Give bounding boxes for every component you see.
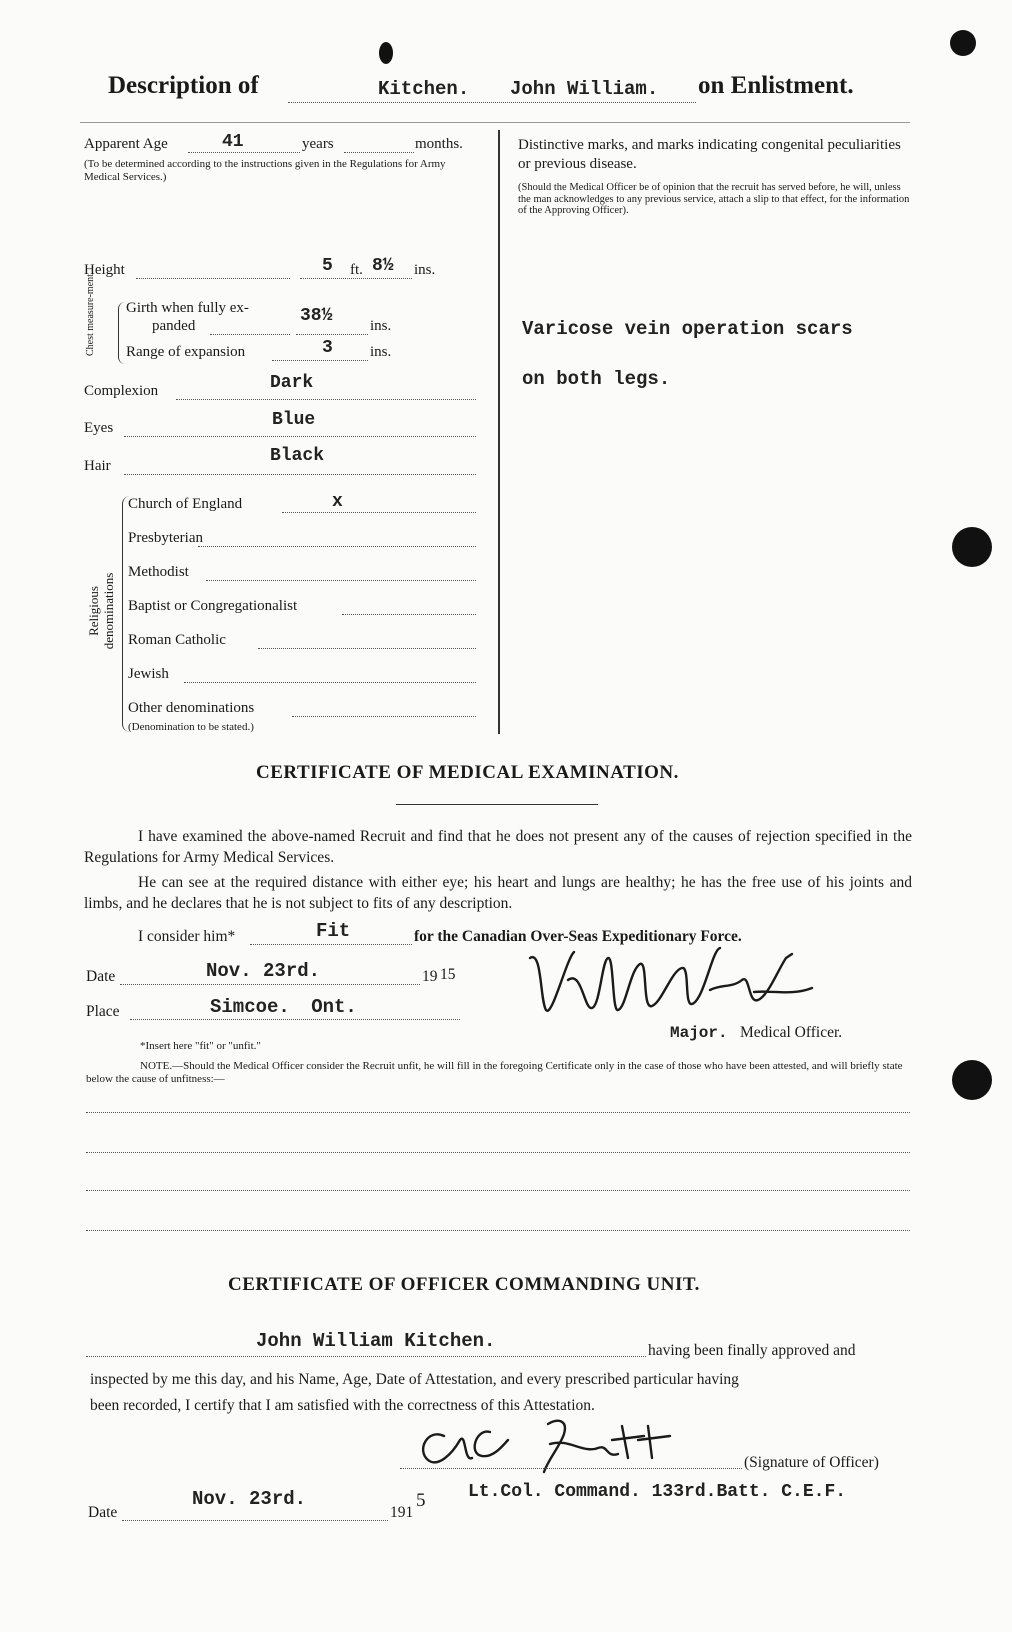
given-names: John William.	[510, 78, 659, 100]
girth-label-1: Girth when fully ex-	[126, 300, 249, 316]
age-line	[188, 152, 300, 153]
punch-hole	[952, 527, 992, 567]
recruit-name: John William Kitchen.	[256, 1330, 496, 1352]
marks-note	[518, 182, 910, 217]
months-line	[344, 152, 414, 153]
chest-brace	[118, 302, 125, 364]
unfit-line-4	[86, 1230, 910, 1231]
fitness-value: Fit	[316, 920, 351, 942]
denomination-item: Roman Catholic	[128, 632, 226, 648]
marks-note-text: (Should the Medical Officer be of opinion that the recruit has served before, he will, unless the man acknowledges to any previous service, attach a slip to that effect, for the information of the Approving Officer).	[518, 182, 910, 216]
place-line	[130, 1019, 460, 1020]
commanding-rank: Lt.Col. Command. 133rd.Batt. C.E.F.	[468, 1482, 847, 1502]
commanding-date-value: Nov. 23rd.	[192, 1488, 307, 1510]
unfit-note	[86, 1060, 912, 1086]
hair-value: Black	[270, 446, 325, 466]
header-suffix: on Enlistment.	[698, 72, 854, 99]
medical-para-1-text: I have examined the above-named Recruit and find that he does not present any of the causes of rejection specified in the Regulations for Army Medical Services.	[84, 828, 912, 866]
commanding-line-2: inspected by me this day, and his Name, Age, Date of Attestation, and every prescribed particular having	[90, 1371, 739, 1388]
complexion-line	[176, 399, 476, 400]
punch-hole	[952, 1060, 992, 1100]
marks-title	[518, 136, 910, 174]
marks-line-2: on both legs.	[522, 368, 671, 390]
medical-para-1	[84, 826, 912, 868]
unfit-line-3	[86, 1190, 910, 1191]
header	[108, 72, 259, 100]
complexion-label: Complexion	[84, 383, 159, 399]
religious-label	[86, 556, 116, 666]
hair-line	[124, 474, 476, 475]
medical-para-2	[84, 872, 912, 914]
force-text: for the Canadian Over-Seas Expeditionary Force.	[414, 928, 742, 945]
medical-title: CERTIFICATE OF MEDICAL EXAMINATION.	[256, 762, 679, 783]
range-ins: ins.	[370, 344, 392, 360]
height-val-line	[300, 278, 412, 279]
medical-title-rule	[396, 804, 598, 805]
header-underline	[288, 102, 696, 103]
denomination-item: Jewish	[128, 666, 169, 682]
medical-year-prefix: 19	[422, 968, 438, 985]
punch-hole	[379, 42, 393, 64]
insert-note: *Insert here "fit" or "unfit."	[140, 1040, 261, 1052]
unfit-note-text: NOTE.—Should the Medical Officer consider the Recruit unfit, he will fill in the foregoing Certificate only in the case of those who have been attested, and will briefly state below the cause of unfitness:—	[86, 1060, 903, 1085]
medical-para-2-text: He can see at the required distance with either eye; his heart and lungs are healthy; he has the free use of his joints and limbs, and he declares that he is not subject to fits of any description.	[84, 874, 912, 912]
denomination-line	[184, 682, 476, 683]
months-label: months.	[415, 136, 463, 152]
height-inches: 8½	[372, 256, 394, 276]
fitness-line	[250, 944, 412, 945]
unfit-line-2	[86, 1152, 910, 1153]
medical-date-value: Nov. 23rd.	[206, 960, 321, 982]
medical-year-suffix: 15	[440, 966, 456, 983]
eyes-line	[124, 436, 476, 437]
marks-title-text: Distinctive marks, and marks indicating congenital peculiarities or previous disease.	[518, 137, 901, 172]
denomination-item: Church of England	[128, 496, 243, 512]
top-rule	[80, 122, 910, 123]
name-line	[86, 1356, 646, 1357]
signature-label: (Signature of Officer)	[744, 1454, 879, 1471]
commanding-line-3: been recorded, I certify that I am satisfied with the correctness of this Attestation.	[90, 1397, 595, 1414]
age-note	[84, 158, 476, 184]
chest-label-text: Chest measure-ment	[85, 274, 96, 356]
eyes-label: Eyes	[84, 420, 114, 436]
girth-value: 38½	[300, 306, 333, 326]
having-text: having been finally approved and	[648, 1342, 856, 1359]
hair-label: Hair	[84, 458, 111, 474]
commanding-title: CERTIFICATE OF OFFICER COMMANDING UNIT.	[228, 1274, 700, 1295]
place-value: Simcoe. Ont.	[210, 996, 357, 1018]
medical-date-label: Date	[86, 968, 116, 985]
religious-label-text: Religious denominations	[86, 572, 116, 650]
height-line	[136, 278, 290, 279]
denomination-line	[206, 580, 476, 581]
denomination-item: Baptist or Congregationalist	[128, 598, 298, 614]
ft-label: ft.	[350, 262, 363, 278]
age-note-text: (To be determined according to the instructions given in the Regulations for Army Medical Services.)	[84, 158, 446, 183]
age-value: 41	[222, 132, 244, 152]
denomination-line	[292, 716, 476, 717]
commanding-date-label: Date	[88, 1504, 118, 1521]
medical-officer-signature	[522, 940, 842, 1030]
denomination-item: Other denominations	[128, 700, 255, 716]
denomination-item: Methodist	[128, 564, 189, 580]
medical-rank: Major.	[670, 1024, 728, 1042]
denomination-line	[342, 614, 476, 615]
medical-officer-label: Medical Officer.	[740, 1024, 843, 1041]
eyes-value: Blue	[272, 410, 316, 430]
range-label: Range of expansion	[126, 344, 246, 360]
age-label: Apparent Age	[84, 136, 168, 152]
place-label: Place	[86, 1003, 120, 1020]
surname: Kitchen.	[378, 78, 470, 100]
denom-note: (Denomination to be stated.)	[128, 721, 254, 733]
punch-hole	[950, 30, 976, 56]
consider-label: I consider him*	[138, 928, 236, 945]
commanding-year-suffix: 5	[416, 1490, 426, 1511]
unfit-line-1	[86, 1112, 910, 1113]
commanding-year-prefix: 191	[390, 1504, 414, 1521]
girth-label-2: panded	[152, 318, 196, 334]
height-feet: 5	[322, 256, 333, 276]
denomination-line	[198, 546, 476, 547]
medical-date-line	[120, 984, 420, 985]
church-mark: x	[332, 492, 343, 512]
denomination-item: Presbyterian	[128, 530, 203, 546]
header-prefix: Description of	[108, 72, 259, 99]
ins-label: ins.	[414, 262, 436, 278]
girth-ins: ins.	[370, 318, 392, 334]
commanding-officer-signature	[408, 1410, 728, 1480]
complexion-value: Dark	[270, 373, 314, 393]
girth-val-line	[296, 334, 368, 335]
range-value: 3	[322, 338, 333, 358]
denomination-line	[282, 512, 476, 513]
denomination-line	[258, 648, 476, 649]
girth-line	[210, 334, 290, 335]
column-divider	[498, 130, 500, 734]
commanding-date-line	[122, 1520, 388, 1521]
range-line	[272, 360, 368, 361]
signature-line	[400, 1468, 742, 1469]
years-label: years	[302, 136, 334, 152]
height-label: Height	[84, 262, 125, 278]
marks-line-1: Varicose vein operation scars	[522, 318, 853, 340]
